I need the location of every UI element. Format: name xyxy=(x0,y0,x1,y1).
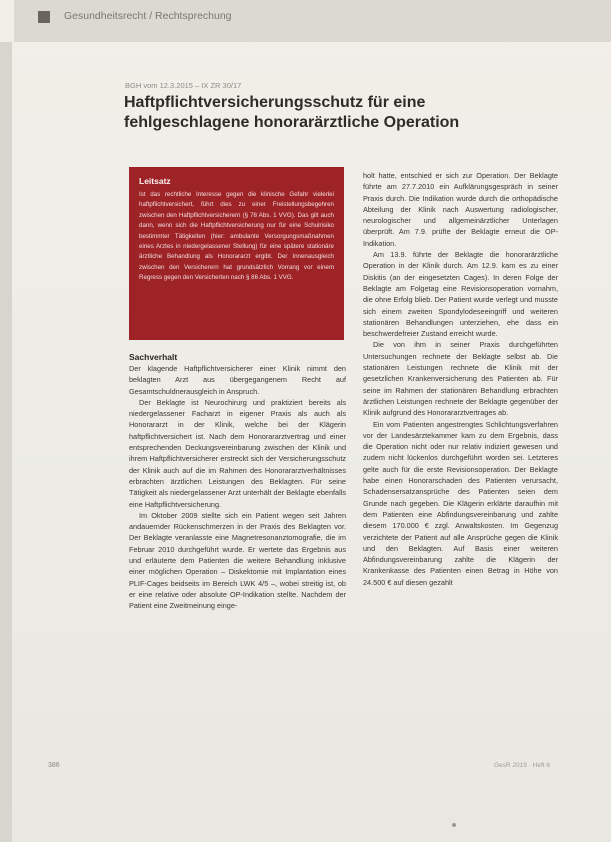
article-title: Haftpflichtversicherungsschutz für eine fehlgeschlagene honorarärztliche Operation xyxy=(124,94,460,131)
paragraph: holt hatte, entschied er sich zur Operation. Der Beklagte führte am 27.7.2010 ein Aufklärungsgespräch in seiner Praxis durch. Die Indikation wurde durch die orthopädische Abteilung der Klinik nach Auswertung radiologischer, neurologischer und allgemeinärztlicher Unterlagen überprüft. Am 7.9. prüfte der Beklagte erneut die OP-Indikation. xyxy=(363,171,558,248)
paragraph: Der Beklagte ist Neurochirurg und praktiziert bereits als niedergelassener Facharzt in eigener Praxis als auch als Honorararzt in der Klinik, welche bei der Klägerin haftpflichtversichert ist. Nach dem Honorararztvertrag und einer entsprechenden Deckungsvereinbarung zwischen der Klinik und ihrem Haftpflichtversicherer erstreckt sich der Versicherungsschutz der Klinik auch auf die im Rahmen des Honorararztverhältnisses erbrachten ärztlichen Leistungen des Beklagten. Für seine Tätigkeit als niedergelassener Arzt unterhält der Beklagte ebenfalls eine Haftpflichtversicherung. xyxy=(129,397,346,509)
sachverhalt-heading: Sachverhalt xyxy=(129,352,178,362)
left-text-column xyxy=(129,351,346,612)
paragraph: Im Oktober 2009 stellte sich ein Patient wegen seit Jahren andauernder Rückenschmerzen in der Praxis des Beklagten vor. Der Beklagte veranlasste eine Magnetresonanztomografie, die im Februar 2010 durchgeführt wurde. Er wertete das Ergebnis aus und erläuterte dem Patienten die weitere Behandlung inklusive einer möglichen Operation – Diskektomie mit Implantation eines PLIF-Cages beidseits im Bereich LWK 4/5 –, wobei streitig ist, ob er eine relative oder absolute OP-Indikation stellte. Nachdem der Patient eine Zweitmeinung einge- xyxy=(129,510,346,611)
section-header-title: Gesundheitsrecht / Rechtsprechung xyxy=(64,10,232,22)
left-margin-stripe xyxy=(0,42,12,842)
leitsatz-heading: Leitsatz xyxy=(139,176,171,186)
page-number: 386 xyxy=(48,762,60,769)
case-reference: BGH vom 12.3.2015 – IX ZR 30/17 xyxy=(125,81,242,90)
section-marker-square xyxy=(38,11,50,23)
binding-mark xyxy=(452,823,456,827)
paragraph: Ein vom Patienten angestrengtes Schlichtungsverfahren vor der Landesärztekammer kam zu dem Ergebnis, dass die Operation nicht oder nur relativ indiziert gewesen und zudem nicht lückenlos durchgeführt worden sei. Letzteres gelte auch für die erste Revisionsoperation. Der Beklagte habe einen Honorarschaden des Patienten verursacht, Schadensersatzansprüche des Patienten seien dem Grunde nach gegeben. Die Klägerin erklärte daraufhin mit dem Patienten eine Abfindungsvereinbarung und zahlte diesem 170.000 € zzgl. Anwaltskosten. Im Gegenzug verzichtete der Patient auf alle Ansprüche gegen die Klinik und den Beklagten. Auf Basis einer weiteren Abfindungsvereinbarung zahlte die Klägerin der Krankenkasse des Patienten einen Betrag in Höhe von 24.500 € auf diesen gezahlt xyxy=(363,419,558,587)
paragraph: Die von ihm in seiner Praxis durchgeführten Untersuchungen rechnete der Beklagte selbst ab. Die stationären Leistungen rechnete die Klinik mit der gesetzlichen Krankenversicherung des Patienten ab. Für seine im Rahmen der stationären Behandlung erbrachten ärztlichen Leistungen rechnete der Beklagte gegenüber der Klinik aufgrund des Honorararztvertrages ab. xyxy=(363,340,558,418)
paragraph: Am 13.9. führte der Beklagte die honorarärztliche Operation in der Klinik durch. Am 12.9. kam es zu einer Diskitis (an der eingesetzten Cages). In deren Folge der Beklagte am Folgetag eine Revisionsoperation vornahm, die ohne Erfolg blieb. Der Patient wurde verlegt und musste sich einem zweiten Spondylodeseeingriff und weiteren stationären Behandlungen unterziehen, ehe dass ein beschwerdefreier Zustand erreicht wurde. xyxy=(363,250,558,339)
leitsatz-text: Ist das rechtliche Interesse gegen die klinische Gefahr vielerlei haftpflichtversichert, führt dies zu einer Freistellungsbegehren zwischen den Haftpflichtversicherern (§ 78 Abs. 1 VVG). Das gilt auch dann, wenn sich die Haftpflichtversicherung nur für eine Schulrisiko bestimmter Tätigkeiten (hier: ambulante Versorgungsmaßnahmen eines Arztes in niedergelassener Stellung) für eine spätere stationäre ärztliche Behandlung als Honorararzt ergibt. Der Innenausgleich zwischen den Versicherern hat grundsätzlich Vorrang vor einem Regress gegen den Versicherten nach § 86 Abs. 1 VVG. xyxy=(139,191,334,282)
paragraph: Der klagende Haftpflichtversicherer einer Klinik nimmt den beklagten Arzt aus übergegangenem Recht auf Gesamtschuldnerausgleich in Anspruch. xyxy=(129,364,346,396)
journal-footer: GesR 2019 · Heft 6 xyxy=(494,762,550,769)
right-text-column xyxy=(363,170,558,588)
leitsatz-box xyxy=(129,167,344,340)
